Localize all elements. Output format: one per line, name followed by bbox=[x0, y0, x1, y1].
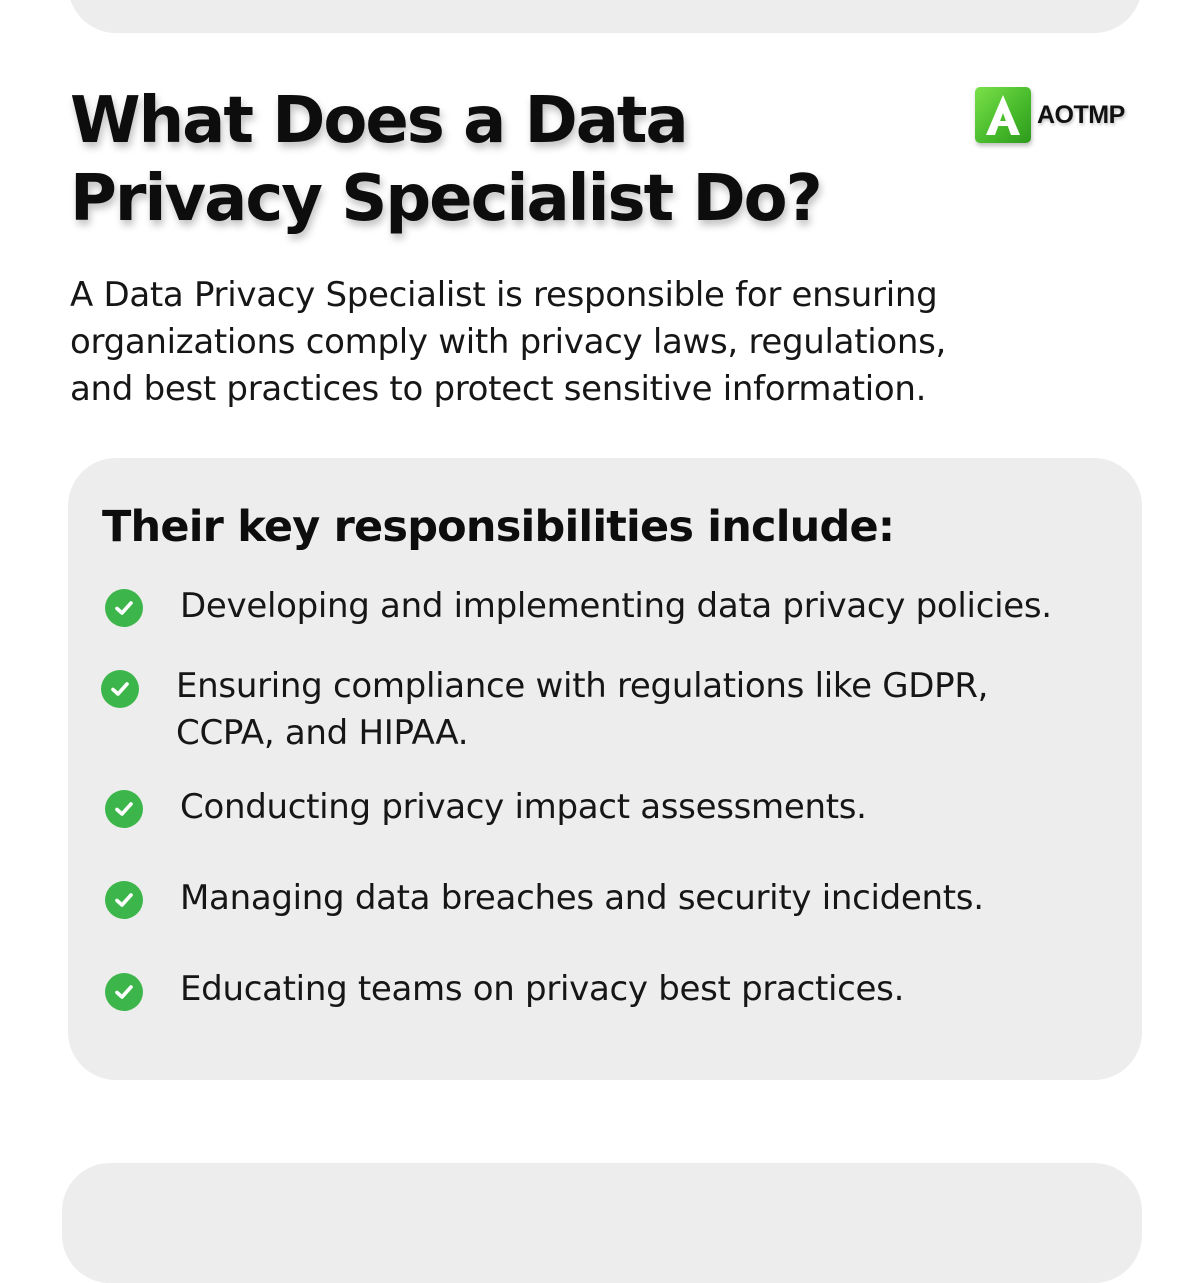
list-item-text: Educating teams on privacy best practices. bbox=[180, 969, 905, 1009]
list-item-text: Ensuring compliance with regulations like GDPR, bbox=[176, 666, 989, 706]
intro-paragraph bbox=[70, 272, 1030, 413]
list-item-text: Developing and implementing data privacy policies. bbox=[180, 586, 1052, 626]
check-circle-icon bbox=[105, 790, 143, 828]
next-section-card bbox=[62, 1163, 1142, 1283]
previous-section-card bbox=[68, 0, 1142, 33]
intro-line-3: and best practices to protect sensitive information. bbox=[70, 369, 927, 409]
logo-letter-a-icon bbox=[983, 93, 1023, 137]
list-item-text: Conducting privacy impact assessments. bbox=[180, 787, 867, 827]
check-circle-icon bbox=[105, 881, 143, 919]
page-title bbox=[70, 82, 890, 238]
logo-icon bbox=[975, 87, 1031, 143]
check-circle-icon bbox=[105, 973, 143, 1011]
intro-line-2: organizations comply with privacy laws, regulations, bbox=[70, 322, 947, 362]
brand-name: AOTMP bbox=[1037, 100, 1125, 129]
brand-logo bbox=[975, 87, 1125, 143]
list-item-text: Managing data breaches and security incidents. bbox=[180, 878, 984, 918]
responsibilities-heading: Their key responsibilities include: bbox=[102, 502, 895, 552]
page-title-line-1: What Does a Data bbox=[70, 84, 687, 158]
list-item-text-continued: CCPA, and HIPAA. bbox=[176, 713, 469, 753]
intro-line-1: A Data Privacy Specialist is responsible for ensuring bbox=[70, 275, 938, 315]
check-circle-icon bbox=[105, 589, 143, 627]
page-title-line-2: Privacy Specialist Do? bbox=[70, 162, 821, 236]
check-circle-icon bbox=[101, 670, 139, 708]
